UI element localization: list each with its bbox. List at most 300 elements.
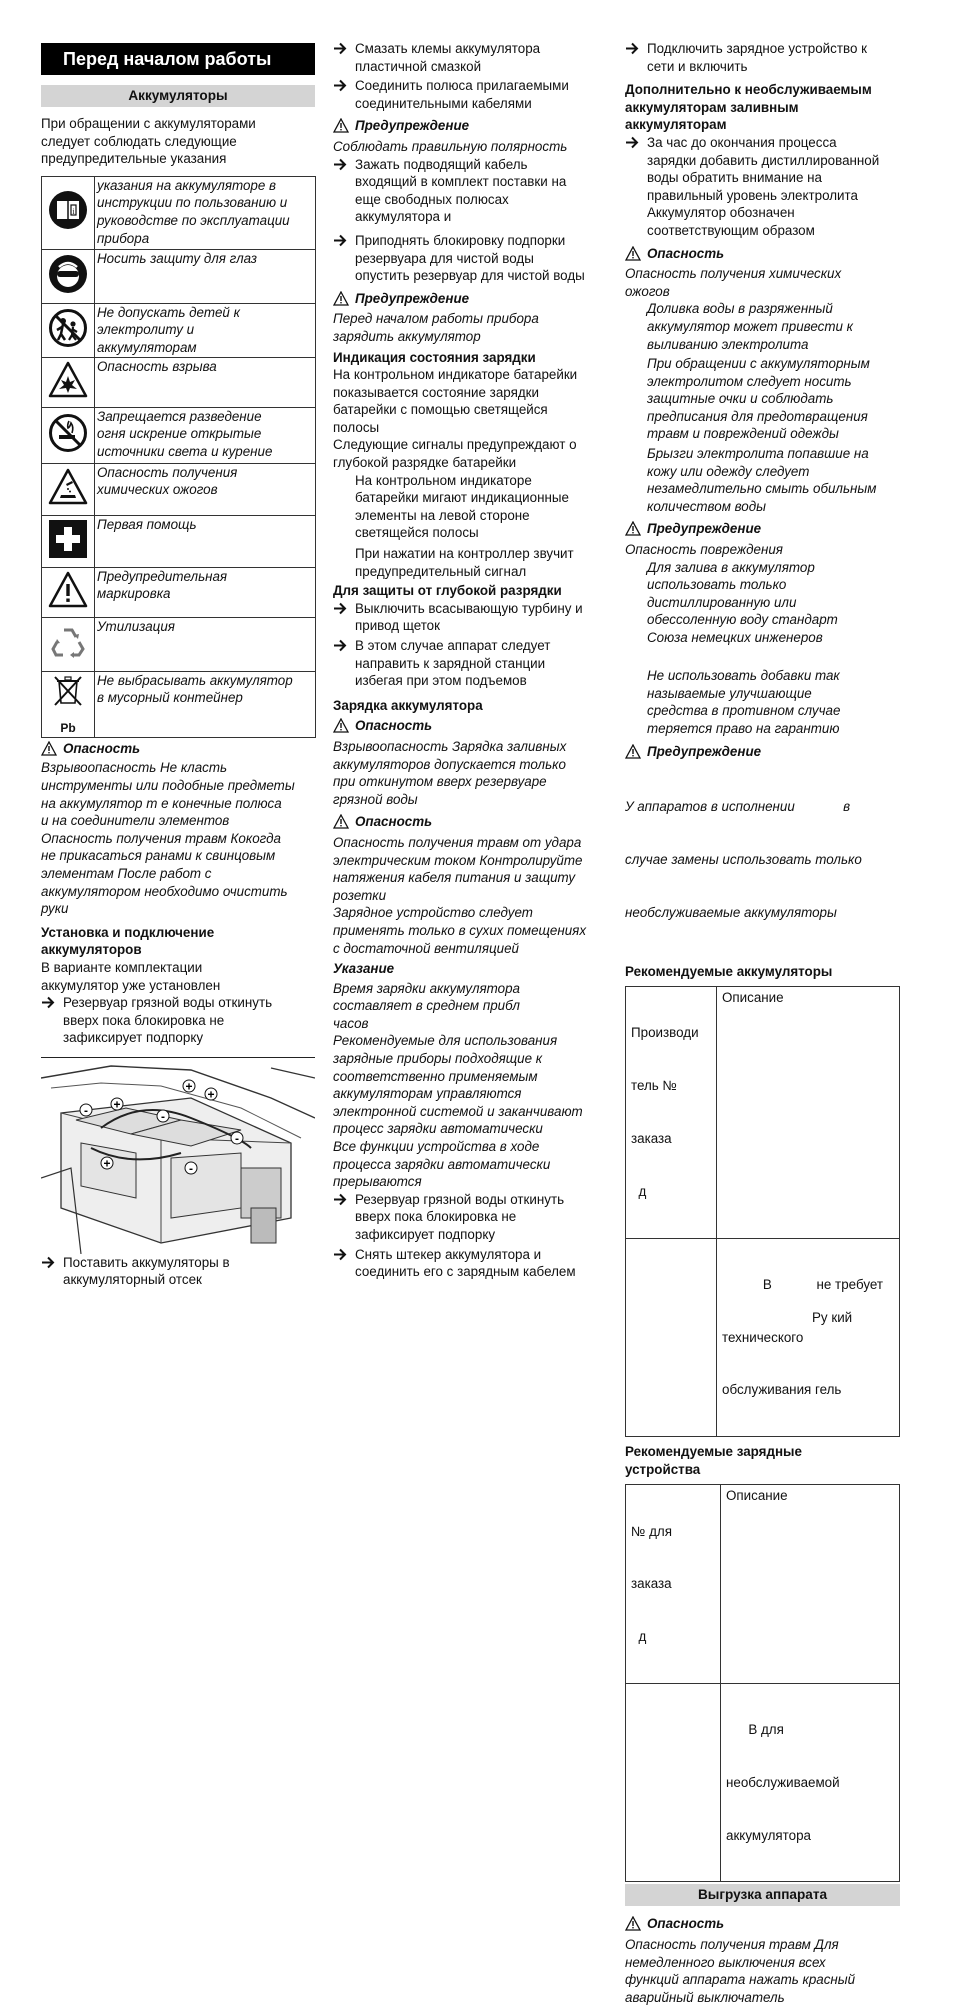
symbol-row bbox=[42, 671, 316, 737]
text-line: аккумулятора bbox=[726, 1827, 812, 1843]
text-line: пластичной смазкой bbox=[355, 58, 482, 74]
table-header-cell bbox=[721, 1485, 900, 1684]
indication-item bbox=[333, 545, 608, 580]
symbol-cell bbox=[42, 463, 95, 515]
plus-mark: + bbox=[207, 1087, 215, 1102]
symbol-cell bbox=[42, 617, 95, 671]
text-line: При обращении с аккумуляторным bbox=[647, 356, 870, 372]
table-cell bbox=[717, 1238, 900, 1437]
text-line: направить к зарядной станции bbox=[355, 655, 546, 671]
text-line: На контрольном индикаторе батарейки bbox=[333, 367, 578, 383]
text-line: защитные очки и соблюдать bbox=[647, 391, 834, 407]
symbol-text bbox=[95, 176, 316, 249]
text-line: Опасность получения химических bbox=[625, 266, 842, 282]
label-text: Предупреждение bbox=[647, 743, 762, 759]
pb-label: Pb bbox=[60, 721, 76, 736]
text-line: Приподнять блокировку подпорки bbox=[355, 232, 566, 248]
symbol-row bbox=[42, 303, 316, 357]
step-item bbox=[333, 637, 608, 690]
column-2 bbox=[333, 40, 608, 1281]
step-item bbox=[333, 1246, 608, 1281]
no-fire-icon bbox=[48, 413, 88, 453]
danger-label bbox=[41, 740, 315, 758]
danger-text bbox=[625, 1936, 900, 2006]
text-line: руководстве по эксплуатации bbox=[97, 212, 290, 228]
text-line: функций аппарата нажать красный bbox=[625, 1972, 856, 1988]
table-row bbox=[626, 987, 900, 1238]
text-line: Для залива в аккумулятор bbox=[647, 559, 815, 575]
danger-label bbox=[625, 245, 900, 263]
deep-discharge-heading: Для защиты от глубокой разрядки bbox=[333, 583, 562, 599]
symbol-text bbox=[95, 303, 316, 357]
text-line: входящий в комплект поставки на bbox=[355, 174, 567, 190]
text-line: воды обратить внимание на bbox=[647, 170, 822, 186]
text-line: аккумуляторов допускается только bbox=[333, 756, 566, 772]
text-line: При обращении с аккумуляторами bbox=[41, 116, 256, 131]
text-line: Опасность получения травм от удара bbox=[333, 834, 582, 850]
text-line: предписания для предотвращения bbox=[647, 408, 868, 424]
text-line: У аппаратов в исполнении в bbox=[625, 799, 851, 815]
text-line: использовать только bbox=[647, 577, 787, 593]
text-line: с достаточной вентиляцией bbox=[333, 940, 519, 956]
text-line: применять только в сухих помещениях bbox=[333, 922, 587, 938]
text-line: В этом случае аппарат следует bbox=[355, 638, 551, 653]
section-heading-batteries: Аккумуляторы bbox=[41, 85, 315, 107]
text-line: полосы bbox=[333, 419, 380, 435]
text-line: в мусорный контейнер bbox=[97, 690, 243, 706]
text-line: Выключить всасывающую турбину и bbox=[355, 600, 583, 616]
step-item bbox=[41, 994, 315, 1047]
text-line: соответственно применяемым bbox=[333, 1068, 538, 1084]
danger-label bbox=[333, 717, 608, 735]
symbol-row bbox=[42, 567, 316, 617]
arrow-right-icon bbox=[625, 40, 639, 57]
step-item bbox=[333, 232, 608, 285]
text-line: натяжения кабеля питания и защиту bbox=[333, 870, 576, 886]
table-header-cell bbox=[626, 1485, 721, 1684]
text-line: Соединить полюса прилагаемыми bbox=[355, 78, 569, 94]
arrow-right-icon bbox=[333, 156, 347, 173]
symbol-cell bbox=[42, 249, 95, 303]
text-line: Взрывоопасность Зарядка заливных bbox=[333, 738, 567, 754]
warning-triangle-icon bbox=[333, 814, 349, 829]
symbol-text bbox=[95, 515, 316, 567]
symbol-text bbox=[95, 357, 316, 407]
step-item bbox=[41, 1254, 315, 1289]
danger-item bbox=[625, 355, 900, 443]
text-line: аккумуляторам заливным bbox=[625, 99, 799, 115]
arrow-right-icon bbox=[41, 1254, 55, 1271]
text-line: Установка и подключение bbox=[41, 924, 215, 940]
text-line: соединительными кабелями bbox=[355, 95, 532, 111]
section-heading-unloading: Выгрузка аппарата bbox=[625, 1884, 900, 1906]
danger-label bbox=[333, 813, 608, 831]
text-line: обслуживания гель bbox=[722, 1382, 842, 1398]
text-line: Рекомендуемые зарядные bbox=[625, 1444, 802, 1460]
arrow-right-icon bbox=[333, 1246, 347, 1263]
text-line: аккумулятора и bbox=[355, 209, 452, 225]
text-line: избегая при этом подъемов bbox=[355, 673, 527, 689]
warning-text bbox=[625, 763, 900, 957]
step-item bbox=[333, 1191, 608, 1244]
warning-text bbox=[333, 138, 608, 156]
text-line: Описание bbox=[722, 990, 784, 1006]
plus-mark: + bbox=[185, 1079, 193, 1094]
text-line: Подключить зарядное устройство к bbox=[647, 41, 867, 56]
text-line: Первая помощь bbox=[97, 516, 197, 532]
text-line: руки bbox=[41, 901, 69, 917]
text-line: Снять штекер аккумулятора и bbox=[355, 1246, 542, 1262]
table-row bbox=[626, 1485, 900, 1684]
symbol-row bbox=[42, 463, 316, 515]
text-line: № для bbox=[631, 1523, 672, 1539]
arrow-right-icon bbox=[333, 77, 347, 94]
recommended-batteries-heading: Рекомендуемые аккумуляторы bbox=[625, 963, 833, 979]
explosion-icon bbox=[48, 360, 88, 400]
text-line: еще свободных полюсах bbox=[355, 191, 509, 207]
symbol-cell bbox=[42, 407, 95, 463]
text-line: зафиксирует подпорку bbox=[355, 1227, 496, 1242]
minus-mark: - bbox=[84, 1103, 88, 1118]
warning-label bbox=[333, 290, 608, 308]
text-line: обессоленную воду стандарт bbox=[647, 612, 838, 628]
safety-symbol-table bbox=[41, 176, 316, 738]
text-line: составляет в среднем прибл bbox=[333, 998, 520, 1014]
text-line: Опасность получения травм Для bbox=[625, 1936, 839, 1952]
text-line: предупредительные указания bbox=[41, 151, 227, 167]
manual-icon bbox=[48, 190, 88, 230]
text-line: Рекомендуемые для использования bbox=[333, 1033, 558, 1049]
text-line: процесс зарядки автоматически bbox=[333, 1121, 543, 1137]
text-line: количеством воды bbox=[647, 498, 766, 514]
symbol-row bbox=[42, 176, 316, 249]
text-line: электронной системой и заканчивают bbox=[333, 1103, 583, 1119]
label-text: Опасность bbox=[355, 718, 433, 734]
text-line: батарейки мигают индикационные bbox=[355, 490, 569, 506]
label-text: Предупреждение bbox=[355, 290, 470, 306]
text-line: элементы на левой стороне bbox=[355, 507, 530, 523]
no-trash-bin-icon bbox=[48, 673, 88, 717]
text-line: Смазать клемы аккумулятора bbox=[355, 41, 541, 56]
text-line: грязной воды bbox=[333, 791, 418, 807]
text-line: технического bbox=[722, 1329, 804, 1345]
text-line: Запрещается разведение bbox=[97, 408, 262, 424]
step-item bbox=[625, 40, 900, 75]
text-line: правильный уровень электролита bbox=[647, 187, 858, 203]
text-line: прибора bbox=[97, 230, 150, 246]
recommended-chargers-table bbox=[625, 1484, 900, 1882]
text-line: Опасность взрыва bbox=[97, 358, 217, 374]
eye-protection-icon bbox=[48, 254, 88, 294]
text-line: ожогов bbox=[625, 283, 670, 299]
warning-label bbox=[333, 117, 608, 135]
text-line: Дополнительно к необслуживаемым bbox=[625, 82, 872, 98]
text-line: вверх пока блокировка не bbox=[355, 1209, 517, 1225]
symbol-cell bbox=[42, 515, 95, 567]
text-line: при откинутом вверх резервуаре bbox=[333, 774, 547, 790]
warning-label bbox=[625, 520, 900, 538]
text-line: аккумуляторов bbox=[41, 942, 142, 958]
minus-mark: - bbox=[189, 1161, 193, 1176]
text-line: зафиксирует подпорку bbox=[63, 1030, 204, 1046]
symbol-cell bbox=[42, 567, 95, 617]
arrow-right-icon bbox=[333, 600, 347, 617]
svg-text:i: i bbox=[72, 207, 75, 217]
text-line: Утилизация bbox=[97, 618, 175, 634]
symbol-text bbox=[95, 407, 316, 463]
symbol-row bbox=[42, 617, 316, 671]
extra-heading bbox=[625, 81, 900, 134]
text-line: процесса зарядки автоматически bbox=[333, 1156, 551, 1172]
text-line: д bbox=[631, 1183, 647, 1199]
table-header-cell bbox=[626, 987, 717, 1238]
warning-triangle-icon bbox=[333, 718, 349, 733]
text-line: За час до окончания процесса bbox=[647, 134, 837, 150]
indication-heading: Индикация состояния зарядки bbox=[333, 349, 536, 365]
text-line: дистиллированную или bbox=[647, 594, 797, 610]
page-title: Перед началом работы bbox=[41, 43, 315, 75]
text-line: В для bbox=[726, 1722, 784, 1738]
text-line: зарядить аккумулятор bbox=[333, 328, 481, 344]
table-cell bbox=[626, 1238, 717, 1437]
text-line: предупредительный сигнал bbox=[355, 563, 527, 579]
danger-text bbox=[625, 265, 900, 300]
minus-mark: - bbox=[235, 1131, 239, 1146]
text-line: аккумуляторам bbox=[97, 339, 197, 355]
symbol-row bbox=[42, 357, 316, 407]
text-line: инструкции по пользованию и bbox=[97, 195, 288, 211]
text-line: В не требует bbox=[722, 1276, 883, 1292]
text-line: Доливка воды в разряженный bbox=[647, 301, 833, 317]
danger-text bbox=[41, 759, 315, 917]
text-line: Брызги электролита попавшие на bbox=[647, 446, 869, 462]
text-line: соединить его с зарядным кабелем bbox=[355, 1264, 576, 1280]
text-line: выливанию электролита bbox=[647, 336, 809, 352]
text-line: называемые улучшающие bbox=[647, 685, 812, 701]
warning-sign-icon bbox=[48, 570, 88, 610]
text-line: аккумуляторам bbox=[625, 117, 727, 133]
text-line: следует соблюдать следующие bbox=[41, 133, 237, 149]
text-line: огня искрение открытые bbox=[97, 426, 262, 442]
table-row bbox=[626, 1238, 900, 1437]
text-line: средства в противном случае bbox=[647, 703, 841, 719]
text-line: необслуживаемой bbox=[726, 1774, 840, 1790]
text-line: Опасность повреждения bbox=[625, 542, 783, 558]
text-line: Зажать подводящий кабель bbox=[355, 156, 528, 172]
text-line: тель № bbox=[631, 1078, 677, 1094]
recycling-icon bbox=[48, 622, 88, 662]
text-line: Предупредительная bbox=[97, 568, 228, 584]
text-line: заказа bbox=[631, 1131, 672, 1147]
text-line: и на соединители элементов bbox=[41, 813, 230, 829]
label-text: Опасность bbox=[63, 740, 141, 756]
text-line: Описание bbox=[726, 1488, 788, 1504]
label-text: Предупреждение bbox=[355, 118, 470, 134]
text-line: источники света и курение bbox=[97, 443, 273, 459]
warning-triangle-icon bbox=[333, 291, 349, 306]
text-line: Не использовать добавки так bbox=[647, 668, 840, 684]
text-line: аккумуляторный отсек bbox=[63, 1272, 202, 1288]
symbol-row bbox=[42, 249, 316, 303]
text-line: электрическим током Контролируйте bbox=[333, 852, 583, 868]
text-line: сети и включить bbox=[647, 58, 748, 74]
text-line: Резервуар грязной воды откинуть bbox=[355, 1191, 565, 1207]
plus-mark: + bbox=[103, 1156, 111, 1171]
text-line: резервуара для чистой воды bbox=[355, 250, 534, 266]
text-line: соответствующим образом bbox=[647, 222, 815, 238]
label-text: Предупреждение bbox=[647, 521, 762, 537]
text-line: необслуживаемые аккумуляторы bbox=[625, 904, 837, 920]
text-line: Следующие сигналы предупреждают о bbox=[333, 437, 577, 453]
step-item bbox=[625, 134, 900, 240]
text-line: опустить резервуар для чистой воды bbox=[355, 268, 585, 284]
text-line: глубокой разрядке батарейки bbox=[333, 455, 517, 471]
symbol-row bbox=[42, 515, 316, 567]
symbol-text bbox=[95, 671, 316, 737]
step-item bbox=[333, 40, 608, 75]
text-line: элементам После работ с bbox=[41, 865, 212, 881]
text-line: Опасность получения травм Кокогда bbox=[41, 830, 281, 846]
text-line: батарейки с помощью светящейся bbox=[333, 402, 548, 418]
danger-item bbox=[625, 300, 900, 353]
chemical-burn-icon bbox=[48, 467, 88, 507]
minus-mark: - bbox=[161, 1109, 165, 1124]
arrow-right-icon bbox=[333, 637, 347, 654]
install-heading bbox=[41, 924, 315, 959]
arrow-right-icon bbox=[41, 994, 55, 1011]
step-item bbox=[333, 156, 608, 226]
text-line: незамедлительно смыть обильным bbox=[647, 481, 877, 497]
arrow-right-icon bbox=[625, 134, 639, 151]
indication-item bbox=[333, 472, 608, 542]
danger-text bbox=[333, 834, 608, 957]
text-line: устройства bbox=[625, 1461, 701, 1477]
warning-triangle-icon bbox=[625, 521, 641, 536]
warning-triangle-icon bbox=[625, 744, 641, 759]
symbol-cell bbox=[42, 671, 95, 737]
text-line: В варианте комплектации bbox=[41, 959, 203, 975]
symbol-text bbox=[95, 617, 316, 671]
symbol-text bbox=[95, 567, 316, 617]
text-line: розетки bbox=[333, 887, 387, 903]
label-text: Опасность bbox=[355, 814, 433, 830]
text-line: Соблюдать правильную полярность bbox=[333, 138, 568, 154]
warning-triangle-icon bbox=[41, 741, 57, 756]
arrow-right-icon bbox=[333, 40, 347, 57]
battery-compartment-figure bbox=[41, 1057, 315, 1254]
text-line: Резервуар грязной воды откинуть bbox=[63, 995, 273, 1011]
danger-item bbox=[625, 445, 900, 515]
text-line: прерываются bbox=[333, 1174, 422, 1190]
text-line: Поставить аккумуляторы в bbox=[63, 1254, 230, 1270]
warning-triangle-icon bbox=[625, 1916, 641, 1931]
warning-triangle-icon bbox=[333, 118, 349, 133]
text-line: не прикасаться ранами к свинцовым bbox=[41, 848, 276, 864]
step-item bbox=[333, 77, 608, 112]
step-item bbox=[333, 600, 608, 635]
plus-mark: + bbox=[113, 1097, 121, 1112]
warning-triangle-icon bbox=[625, 246, 641, 261]
column-1 bbox=[41, 40, 315, 1289]
text-line: Не допускать детей к bbox=[97, 304, 240, 320]
table-row bbox=[626, 1683, 900, 1882]
text-line: на аккумулятор т е конечные полюса bbox=[41, 795, 282, 811]
danger-label bbox=[625, 1915, 900, 1933]
warning-text bbox=[333, 310, 608, 345]
text-line: случае замены использовать только bbox=[625, 852, 862, 868]
warning-text bbox=[625, 541, 900, 559]
recommended-batteries-table bbox=[625, 986, 900, 1437]
danger-text bbox=[333, 738, 608, 808]
symbol-text bbox=[95, 463, 316, 515]
text-line: Перед началом работы прибора bbox=[333, 311, 539, 327]
table-cell bbox=[721, 1683, 900, 1882]
text-line: аккумулятор может привести к bbox=[647, 318, 853, 334]
text-line: часов bbox=[333, 1015, 369, 1031]
text-line: показывается состояние зарядки bbox=[333, 384, 539, 400]
text-line: теряется право на гарантию bbox=[647, 720, 840, 736]
text-line: зарядки добавить дистиллированной bbox=[647, 152, 880, 168]
text-line: Аккумулятор обозначен bbox=[647, 205, 795, 221]
warning-item bbox=[625, 667, 900, 737]
text-line: Взрывоопасность Не класть bbox=[41, 760, 228, 776]
symbol-cell bbox=[42, 176, 95, 249]
warning-label bbox=[625, 743, 900, 761]
text-line: Опасность получения bbox=[97, 464, 238, 480]
symbol-text bbox=[95, 249, 316, 303]
note-label: Указание bbox=[333, 961, 395, 977]
arrow-right-icon bbox=[333, 1191, 347, 1208]
label-text: Опасность bbox=[647, 245, 725, 261]
text-line: привод щеток bbox=[355, 618, 440, 634]
text-line: аккумулятором необходимо очистить bbox=[41, 883, 288, 899]
first-aid-icon bbox=[48, 519, 88, 559]
text-line: химических ожогов bbox=[97, 482, 218, 498]
warning-item bbox=[625, 559, 900, 665]
text-line: Носить защиту для глаз bbox=[97, 250, 258, 266]
text-line: вверх пока блокировка не bbox=[63, 1012, 225, 1028]
charging-heading: Зарядка аккумулятора bbox=[333, 697, 483, 713]
text-line: инструменты или подобные предметы bbox=[41, 777, 295, 793]
table-header-cell bbox=[717, 987, 900, 1238]
text-line: Союза немецких инженеров bbox=[647, 630, 823, 645]
text-line: электролитом следует носить bbox=[647, 373, 852, 389]
text-line: Зарядное устройство следует bbox=[333, 905, 533, 921]
text-line: электролиту и bbox=[97, 322, 195, 338]
recommended-chargers-heading bbox=[625, 1443, 900, 1478]
text-line: маркировка bbox=[97, 586, 171, 602]
text-line: Не выбрасывать аккумулятор bbox=[97, 672, 293, 688]
symbol-cell bbox=[42, 303, 95, 357]
text-line: аварийный выключатель bbox=[625, 1989, 785, 2005]
text-line: На контрольном индикаторе bbox=[355, 472, 532, 488]
page-footer-language: Ру кий bbox=[812, 1310, 853, 1325]
keep-children-away-icon bbox=[48, 308, 88, 348]
note-text bbox=[333, 980, 608, 1191]
text-line: немедленного выключения всех bbox=[625, 1954, 826, 1970]
table-cell bbox=[626, 1683, 721, 1882]
text-line: указания на аккумуляторе в bbox=[97, 177, 277, 193]
text-line: аккумулятор уже установлен bbox=[41, 977, 221, 993]
text-line: Все функции устройства в ходе bbox=[333, 1139, 540, 1155]
column-3 bbox=[625, 40, 900, 2006]
text-line: кожу или одежду следует bbox=[647, 463, 810, 479]
label-text: Опасность bbox=[647, 1916, 725, 1932]
indication-text bbox=[333, 366, 608, 472]
text-line: Производи bbox=[631, 1025, 699, 1041]
text-line: зарядные приборы подходящие к bbox=[333, 1051, 543, 1067]
text-line: заказа bbox=[631, 1576, 672, 1592]
